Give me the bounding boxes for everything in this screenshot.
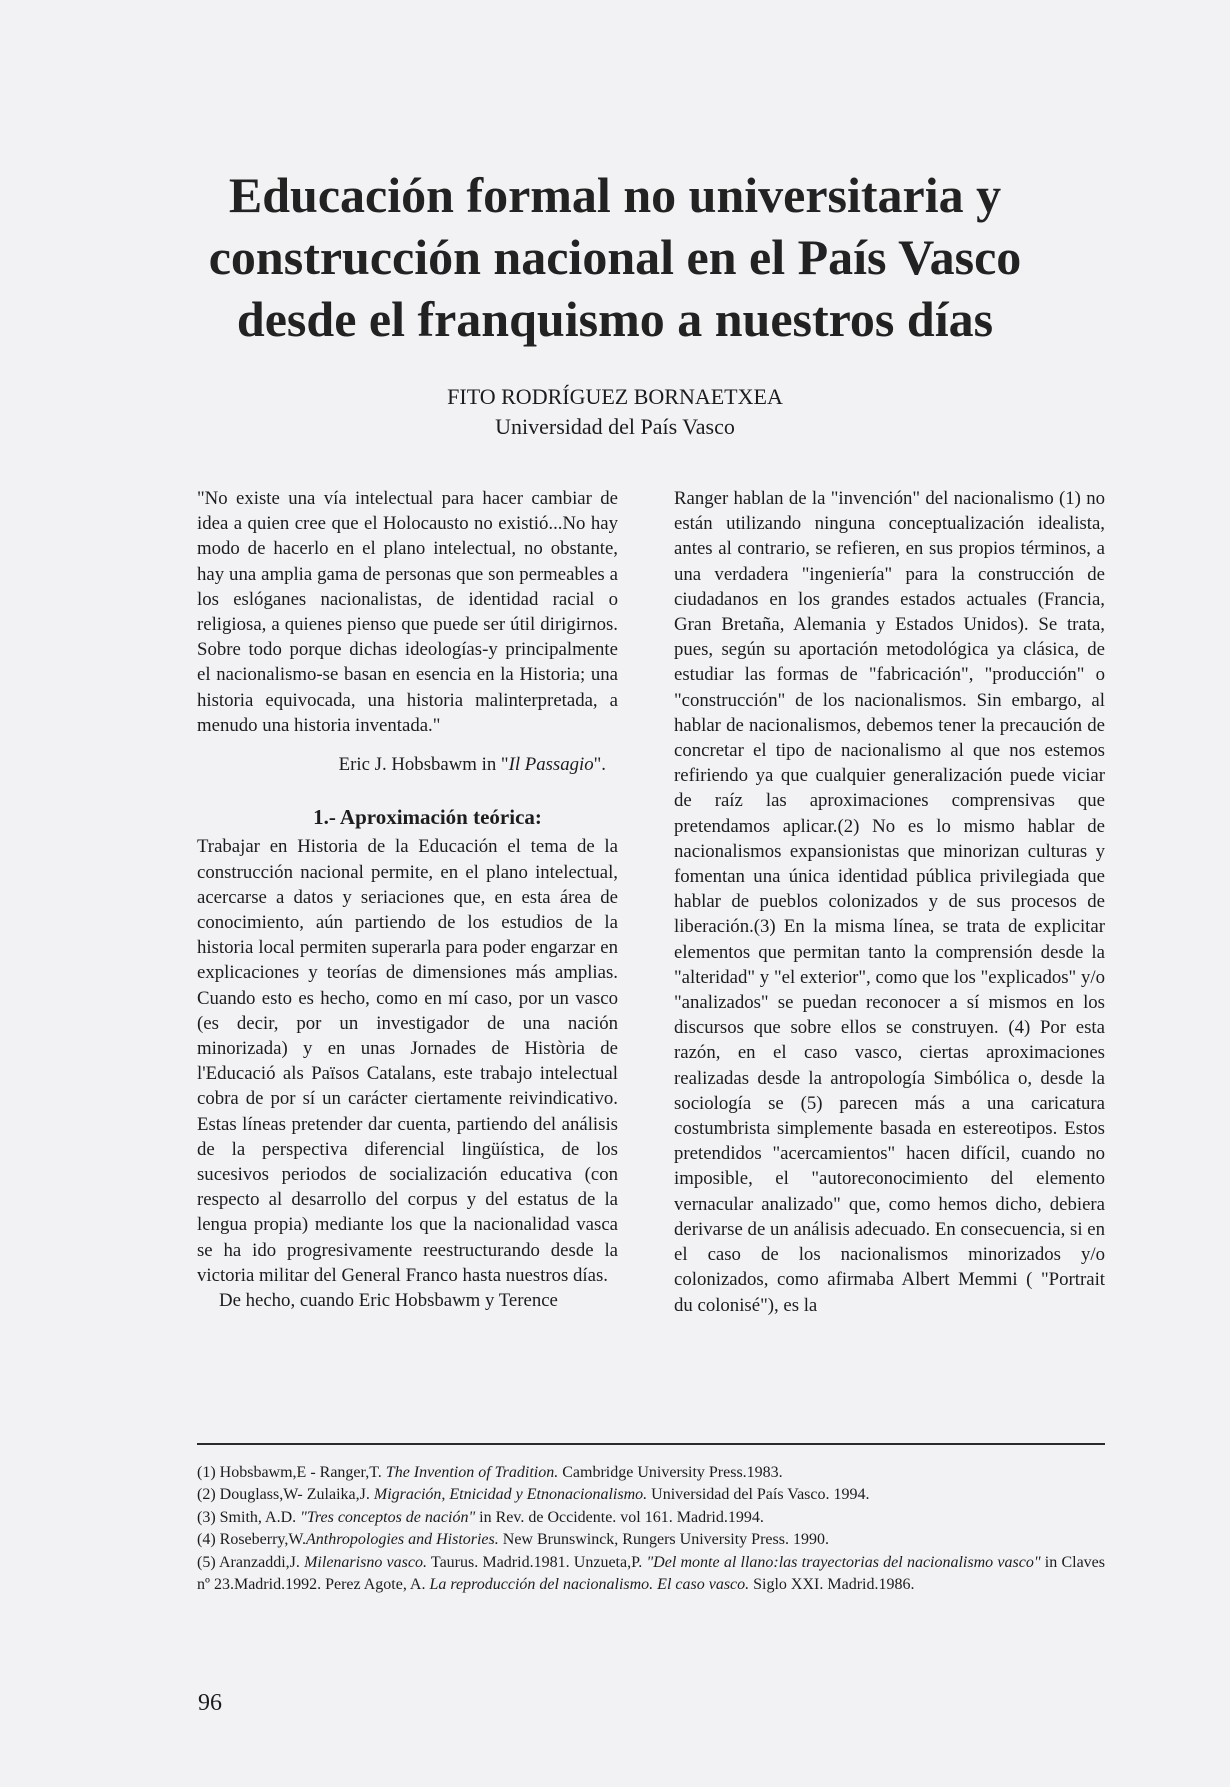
footnote-2-publisher: Universidad del País Vasco. 1994.	[647, 1486, 870, 1504]
title-line-1: Educación formal no universitaria y	[228, 167, 1002, 223]
footnote-5-title-1: Milenarisno vasco.	[304, 1553, 427, 1571]
footnote-2-text: (2) Douglass,W- Zulaika,J.	[197, 1486, 374, 1504]
footnote-1	[197, 1462, 1105, 1484]
title-line-2: construcción nacional en el País Vasco	[208, 229, 1022, 285]
right-column	[674, 486, 1105, 1318]
footnote-5-part-c: Taurus. Madrid.1981. Unzueta,P.	[426, 1553, 647, 1571]
footnote-5-part-a: (5) Aranzaddi,J.	[197, 1553, 305, 1571]
epigraph-attribution	[197, 752, 618, 777]
author-name: FITO RODRÍGUEZ BORNAETXEA	[447, 384, 783, 409]
section-heading: 1.- Aproximación teórica:	[313, 805, 542, 830]
footnote-1-text: (1) Hobsbawm,E - Ranger,T.	[197, 1464, 386, 1481]
footnote-4	[197, 1529, 1105, 1551]
attribution-end: ".	[593, 754, 606, 776]
footnote-4-publisher: New Brunswinck, Rungers University Press. 1990.	[498, 1531, 829, 1549]
footnote-1-title: The Invention of Tradition.	[385, 1464, 559, 1481]
footnote-2	[197, 1484, 1105, 1506]
footnote-5	[197, 1552, 1105, 1597]
footnote-5-part-g: Siglo XXI. Madrid.1986.	[749, 1576, 915, 1594]
body-paragraph-2-continued: Ranger hablan de la "invención" del nacionalismo (1) no están utilizando ninguna conceptualización idealista, antes al contrario, se refieren, en sus propios términos, a una verdadera "ingeniería" para la construcción de ciudadanos en los grandes estados actuales (Francia, Gran Bretaña, Alemania y Estados Unidos). Se trata, pues, según su aportación metodológica ya clásica, de estudiar las formas de "fabricación", "producción" o "construcción" de los nacionalismos. Sin embargo, al hablar de nacionalismos, debemos tener la precaución de concretar el tipo de nacionalismo al que nos estemos refiriendo ya que cualquier generalización puede viciar de raíz las aproximaciones comprensivas que pretendamos aplicar.(2) No es lo mismo hablar de nacionalismos expansionistas que minorizan culturas y fomentan una única identidad pública privilegiada que hablar de pueblos colonizados y de sus procesos de liberación.(3) En la misma línea, se trata de explicitar elementos que permitan tanto la comprensión desde la "alteridad" y "el exterior", como que los "explicados" y/o "analizados" se puedan reconocer a sí mismos en los discursos que sobre ellos se construyen. (4) Por esta razón, en el caso vasco, ciertas aproximaciones realizadas desde la antropología Simbólica o, desde la sociología se (5) parecen más a una caricatura costumbrista simplemente basada en estereotipos. Estos pretendidos "acercamientos" hacen difícil, cuando no imposible, el "autoreconocimiento del elemento vernacular analizado" que, como hemos dicho, debiera derivarse de un análisis adecuado. En consecuencia, si en el caso de los nacionalismos minorizados y/o colonizados, como afirmaba Albert Memmi ( "Portrait du colonisé"), es la	[674, 488, 1105, 1316]
footnote-5-title-3: La reproducción del nacionalismo. El caso vasco.	[429, 1576, 750, 1594]
footnote-3-title: "Tres conceptos de nación"	[300, 1508, 476, 1526]
footnotes	[197, 1462, 1105, 1596]
title-line-3: desde el franquismo a nuestros días	[236, 291, 994, 347]
footnote-5-part-e: in Claves nº 23.Madrid.1992. Perez Agote, A.	[197, 1553, 1105, 1594]
footnote-3-publisher: in Rev. de Occidente. vol 161. Madrid.1994.	[475, 1508, 764, 1526]
body-paragraph-2-start: De hecho, cuando Eric Hobsbawm y Terence	[219, 1290, 558, 1312]
article-title	[150, 164, 1080, 350]
body-paragraph-1: Trabajar en Historia de la Educación el tema de la construcción nacional permite, en el plano intelectual, acercarse a datos y seriaciones que, en esta área de conocimiento, aún partiendo de los estudios de la historia local permiten superarla para poder engarzar en explicaciones y teorías de dimensiones más amplias. Cuando esto es hecho, como en mí caso, por un vasco (es decir, por un investigador de una nación minorizada) y en unas Jornades de Història de l'Educació als Països Catalans, este trabajo intelectual cobra de por sí un carácter ciertamente reivindicativo. Estas líneas pretender dar cuenta, partiendo del análisis de la perspectiva diferencial lingüística, de los sucesivos periodos de socialización educativa (con respecto al desarrollo del corpus y del estatus de la lengua propia) mediante los que la nacionalidad vasca se ha ido progresivamente reestructurando desde la victoria militar del General Franco hasta nuestros días.	[197, 836, 618, 1286]
footnote-4-text: (4) Roseberry,W.	[197, 1531, 307, 1549]
author-affiliation: Universidad del País Vasco	[495, 414, 735, 439]
footnote-2-title: Migración, Etnicidad y Etnonacionalismo.	[373, 1486, 648, 1504]
footnote-5-title-2: "Del monte al llano:las trayectorias del nacionalismo vasco"	[646, 1553, 1041, 1571]
footnote-1-publisher: Cambridge University Press.1983.	[558, 1464, 783, 1481]
footnote-4-title: Anthropologies and Histories.	[306, 1531, 499, 1549]
epigraph-quote: "No existe una vía intelectual para hacer cambiar de idea a quien cree que el Holocausto no existió...No hay modo de hacerlo en el plano intelectual, no obstante, hay una amplia gama de personas que son permeables a los eslóganes nacionalistas, de identidad racial o religiosa, a quienes pienso que puede ser útil dirigirnos. Sobre todo porque dichas ideologías-y principalmente el nacionalismo-se basan en esencia en la Historia; una historia equivocada, una historia malinterpretada, a menudo una historia inventada."	[197, 488, 618, 736]
footnote-3-text: (3) Smith, A.D.	[197, 1508, 301, 1526]
left-column	[197, 486, 618, 1313]
footnote-3	[197, 1507, 1105, 1529]
attribution-author: Eric J. Hobsbawm in "	[338, 754, 509, 776]
attribution-work: Il Passagio	[508, 754, 594, 776]
page-number: 96	[198, 1690, 222, 1716]
footnote-rule	[197, 1443, 1105, 1445]
